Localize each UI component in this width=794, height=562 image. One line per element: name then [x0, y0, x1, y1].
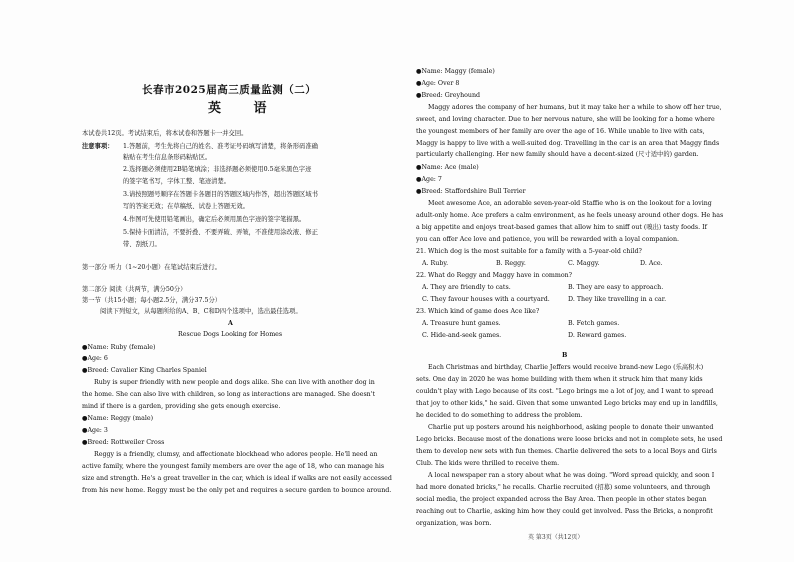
- maggy-para-line: Maggy is happy to live with a well-suited dog. Travelling in the car is an area that Maggy finds: [416, 140, 720, 147]
- part1-heading: 第一部分 听力（1~20小题）在笔试结束后进行。: [82, 264, 221, 271]
- maggy-para-line: the youngest members of her family are over the age of 16. While unable to live with cats,: [416, 128, 705, 135]
- q22-option: B. They are easy to approach.: [568, 284, 664, 291]
- ace-breed: ●Breed: Staffordshire Bull Terrier: [416, 188, 526, 195]
- passage-a-label: A: [228, 320, 233, 327]
- page-footer: 英 第3页（共12页）: [528, 534, 584, 541]
- b-para3-line: A local newspaper ran a story about what he was doing. "Word spread quickly, and soon I: [428, 472, 715, 479]
- reading-instructions: 阅读下列短文，从每题所给的A、B、C和D四个选项中，选出最佳选项。: [100, 308, 302, 315]
- q22-option: A. They are friendly to cats.: [422, 284, 511, 291]
- ruby-para-line: mind if there is a garden, providing she gets enough exercise.: [82, 403, 281, 410]
- maggy-breed: ●Breed: Greyhound: [416, 92, 481, 99]
- ace-para-line: Meet awesome Ace, an adorable seven-year-old Staffie who is on the lookout for a loving: [428, 200, 712, 207]
- exam-intro: 本试卷共12页。考试结束后，将本试卷和答题卡一并交回。: [82, 130, 248, 137]
- notes-label: 注意事项：: [82, 143, 114, 150]
- note-line: 粘贴在考生信息条形码粘贴区。: [123, 154, 212, 161]
- maggy-name: ●Name: Maggy (female): [416, 68, 495, 75]
- ace-name: ●Name: Ace (male): [416, 164, 479, 171]
- exam-title: 长春市2025届高三质量监测（二）: [142, 84, 317, 96]
- b-para1-line: sets. One day in 2020 he was home building with them when it struck him that many kids: [416, 376, 703, 383]
- q21-option: A. Ruby.: [422, 260, 449, 267]
- ace-para-line: you can offer Ace love and patience, you will be rewarded with a loyal companion.: [416, 236, 679, 243]
- reggy-para-line: from his new home. Reggy must be the only pet and requires a secure garden to bounce around.: [82, 487, 392, 494]
- note-line: 3.请按照题号顺序在答题卡各题目的答题区域内作答，超出答题区域书: [123, 191, 318, 198]
- maggy-age: ●Age: Over 8: [416, 80, 460, 87]
- q23-option: D. Reward games.: [568, 332, 627, 339]
- passage-b-label: B: [562, 352, 568, 359]
- ace-para-line: a big appetite and enjoys treat-based games that allow him to sniff out (嗅出) tasty foods. If: [416, 224, 707, 231]
- note-line: 写的答案无效；在草稿纸、试卷上答题无效。: [123, 203, 249, 210]
- reggy-age: ●Age: 3: [82, 427, 108, 434]
- reggy-para-line: Reggy is a friendly, clumsy, and affectionate blockhead who adores people. He'll need an: [94, 451, 378, 458]
- subject-heading: 英 语: [208, 101, 281, 116]
- b-para1-line: Each Christmas and birthday, Charlie Jeffers would receive brand-new Lego (乐高积木): [428, 364, 704, 371]
- maggy-para-line: sweet, and loving character. Due to her nervous nature, she will be looking for a home where: [416, 116, 715, 123]
- question-21: 21. Which dog is the most suitable for a family with a 5-year-old child?: [416, 248, 642, 255]
- part2-heading: 第二部分 阅读（共两节，满分50分）: [82, 286, 187, 293]
- q23-option: C. Hide-and-seek games.: [422, 332, 502, 339]
- note-line: 2.选择题必须使用2B铅笔填涂；非选择题必须使用0.5毫米黑色字迹: [123, 166, 312, 173]
- ace-age: ●Age: 7: [416, 176, 442, 183]
- ruby-age: ●Age: 6: [82, 355, 108, 362]
- ruby-para-line: Ruby is super friendly with new people and dogs alike. She can live with another dog in: [94, 379, 375, 386]
- note-line: 5.保持卡面清洁，不要折叠、不要弄破、弄皱，不准使用涂改液、修正: [123, 229, 318, 236]
- b-para1-line: that joy to other kids," he said. Given that some unwanted Lego bricks may end up in landfills,: [416, 400, 718, 407]
- q22-option: C. They favour houses with a courtyard.: [422, 296, 550, 303]
- q21-option: B. Reggy.: [496, 260, 526, 267]
- maggy-para-line: particularly challenging. Her new family should have a decent-sized (尺寸适中的) garden.: [416, 151, 699, 158]
- maggy-para-line: Maggy adores the company of her humans, but it may take her a while to show off her true,: [428, 104, 722, 111]
- reggy-para-line: size and strength. He's a great traveller in the car, which is ideal if walks are not easily accessed: [82, 475, 392, 482]
- q23-option: B. Fetch games.: [568, 320, 620, 327]
- q22-option: D. They like travelling in a car.: [568, 296, 667, 303]
- b-para3-line: social media, the project expanded across the Bay Area. Then people in other states began: [416, 496, 707, 503]
- question-23: 23. Which kind of game does Ace like?: [416, 308, 540, 315]
- note-line: 的签字笔书写，字体工整、笔迹清楚。: [123, 178, 231, 185]
- question-22: 22. What do Reggy and Maggy have in common?: [416, 272, 573, 279]
- b-para3-line: reaching out to Charlie, asking him how they could get involved. Pass the Bricks, a nonprofit: [416, 508, 713, 515]
- passage-a-title: Rescue Dogs Looking for Homes: [178, 331, 283, 338]
- ruby-name: ●Name: Ruby (female): [82, 344, 156, 351]
- q23-option: A. Treasure hunt games.: [422, 320, 501, 327]
- section1-heading: 第一节（共15小题；每小题2.5分，满分37.5分）: [82, 297, 222, 304]
- note-line: 1.答题前，考生先将自己的姓名、准考证号码填写清楚，将条形码准确: [123, 143, 318, 150]
- q21-option: C. Maggy.: [568, 260, 600, 267]
- ruby-breed: ●Breed: Cavalier King Charles Spaniel: [82, 367, 207, 374]
- b-para2-line: Club. The kids were thrilled to receive them.: [416, 460, 560, 467]
- b-para1-line: couldn't play with Lego because of its cost. "Lego brings me a lot of joy, and I want to spread: [416, 388, 714, 395]
- reggy-para-line: active family, where the youngest family members are over the age of 18, who can manage his: [82, 463, 385, 470]
- note-line: 4.作图可先使用铅笔画出，确定后必须用黑色字迹的签字笔描黑。: [123, 216, 306, 223]
- b-para2-line: Lego bricks. Because most of the donations were loose bricks and not in complete sets, he used: [416, 436, 723, 443]
- q21-option: D. Ace.: [640, 260, 663, 267]
- ruby-para-line: the home. She can also live with children, so long as interactions are managed. She doesn't: [82, 391, 375, 398]
- reggy-name: ●Name: Reggy (male): [82, 415, 154, 422]
- b-para2-line: Charlie put up posters around his neighborhood, asking people to donate their unwanted: [428, 424, 714, 431]
- ace-para-line: adult-only home. Ace prefers a calm environment, as he feels uneasy around other dogs. He has: [416, 212, 724, 219]
- reggy-breed: ●Breed: Rottweiler Cross: [82, 439, 165, 446]
- b-para3-line: had more donated bricks," he recalls. Charlie recruited (招募) some volunteers, and through: [416, 484, 711, 491]
- note-line: 带、刮纸刀。: [123, 241, 161, 248]
- b-para2-line: them to develop new sets with fun themes. Charlie delivered the sets to a local Boys and Girls: [416, 448, 717, 455]
- b-para3-line: organization, was born.: [416, 520, 492, 527]
- b-para1-line: he decided to do something to address the problem.: [416, 412, 583, 419]
